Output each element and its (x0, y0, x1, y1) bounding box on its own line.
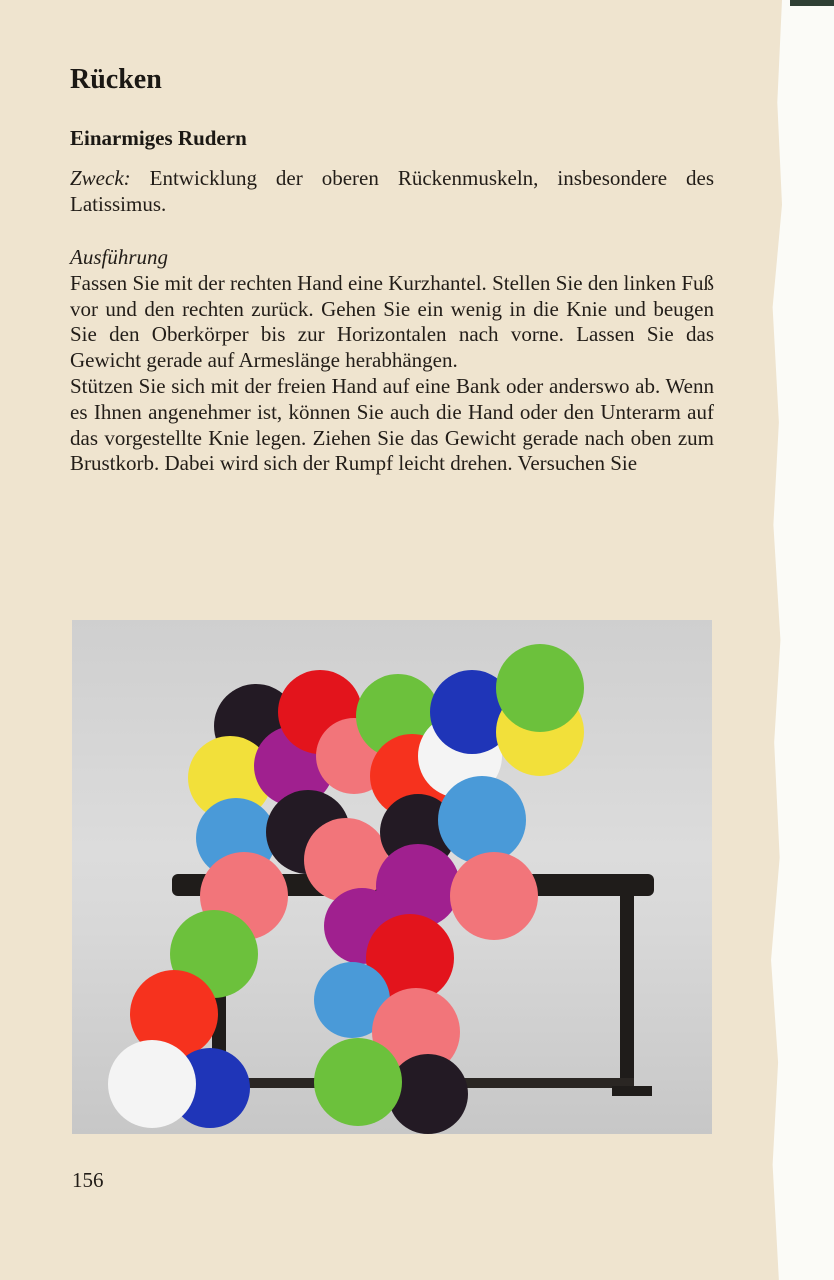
purpose-label: Zweck: (70, 166, 131, 190)
exercise-title: Einarmiges Rudern (70, 126, 247, 150)
purpose-paragraph (70, 166, 714, 218)
purpose-text: Entwicklung der oberen Rückenmuskeln, insbesondere des Latissimus. (70, 166, 714, 216)
execution-paragraph-1: Fassen Sie mit der rechten Hand eine Kurzhantel. Stellen Sie den linken Fuß vor und den rechten zurück. Gehen Sie ein wenig in die Knie und beugen Sie den Oberkörper bis zur Horizontalen nach vorne. Lassen Sie das Gewicht gerade auf Armeslänge herabhängen. (70, 270, 714, 373)
execution-label: Ausführung (70, 245, 169, 269)
photo-illustration (72, 620, 712, 1134)
background-strip (790, 0, 834, 6)
execution-paragraph-2: Stützen Sie sich mit der freien Hand auf eine Bank oder anderswo ab. Wenn es Ihnen angenehmer ist, können Sie auch die Hand oder den Unterarm auf das vorgestellte Knie legen. Ziehen Sie das Gewicht gerade nach oben zum Brustkorb. Dabei wird sich der Rumpf leicht drehen. Versuchen Sie (70, 373, 714, 476)
page-number: 156 (72, 1168, 104, 1192)
execution-section (70, 245, 714, 477)
section-heading: Rücken (70, 64, 162, 95)
exercise-photo-with-dot-stickers (72, 620, 712, 1134)
